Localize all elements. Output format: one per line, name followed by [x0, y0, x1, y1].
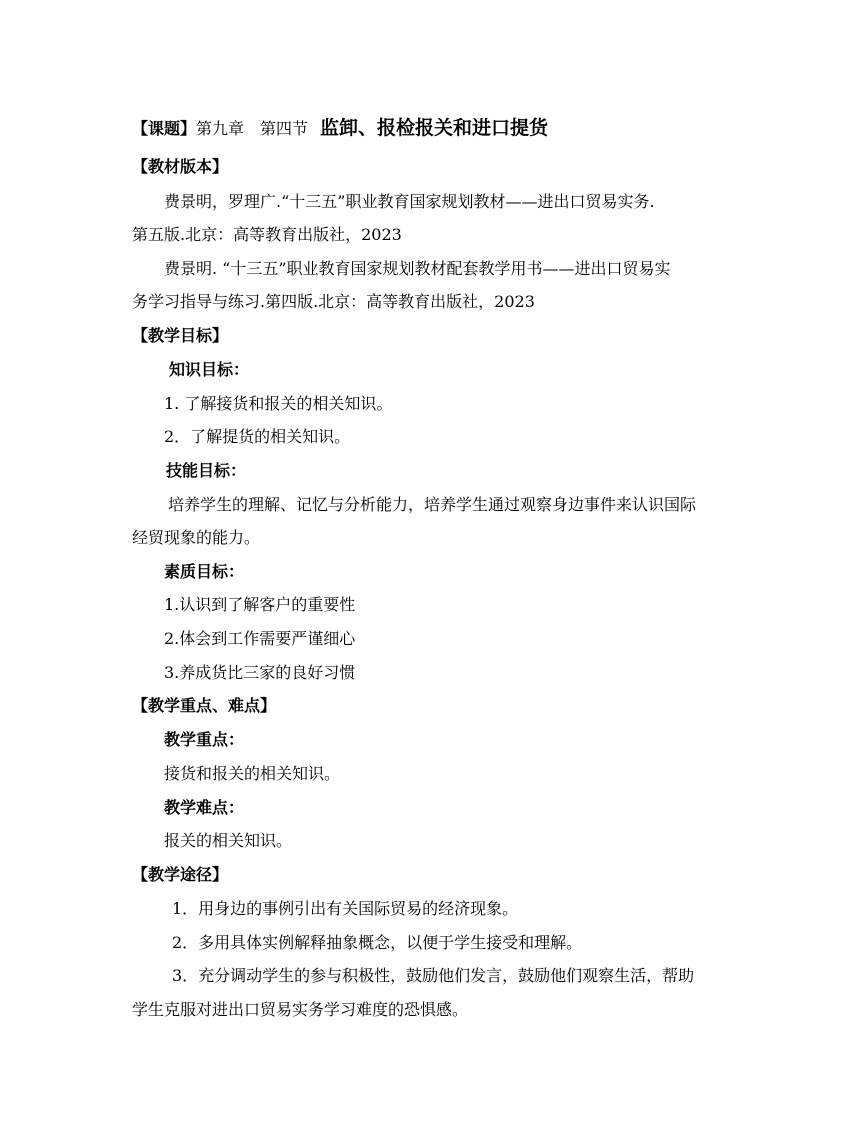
focus-text: 接货和报关的相关知识。	[164, 764, 341, 783]
textbook-ref1-line1: 费景明，罗理广.“十三五”职业教育国家规划教材——进出口贸易实务.	[164, 192, 655, 211]
quality-item-3: 3.养成货比三家的良好习惯	[164, 663, 356, 682]
knowledge-item-1: 1. 了解接货和报关的相关知识。	[164, 394, 393, 413]
quality-item-2: 2.体会到工作需要严谨细心	[164, 629, 356, 648]
title-section: 第四节	[260, 119, 309, 138]
approach-heading: 【教学途径】	[132, 865, 229, 884]
objectives-heading: 【教学目标】	[132, 326, 229, 345]
focus-heading: 教学重点：	[164, 730, 245, 749]
approach-item-3-line-2: 学生克服对进出口贸易实务学习难度的恐惧感。	[132, 1000, 469, 1019]
knowledge-item-2: 2．了解提货的相关知识。	[164, 427, 351, 446]
quality-item-1: 1.认识到了解客户的重要性	[164, 595, 356, 614]
difficulty-text: 报关的相关知识。	[164, 831, 293, 850]
textbook-ref2-line1: 费景明. “十三五”职业教育国家规划教材配套教学用书——进出口贸易实	[164, 259, 671, 278]
title-topic: 监卸、报检报关和进口提货	[320, 117, 549, 139]
knowledge-heading: 知识目标：	[169, 360, 250, 379]
skill-line-2: 经贸现象的能力。	[132, 528, 261, 547]
key-points-heading: 【教学重点、难点】	[132, 696, 277, 715]
title-chapter: 第九章	[196, 119, 245, 138]
textbook-ref2-line2: 务学习指导与练习.第四版.北京：高等教育出版社，2023	[132, 292, 535, 311]
lesson-title	[132, 118, 548, 139]
approach-item-2: 2．多用具体实例解释抽象概念，以便于学生接受和理解。	[172, 933, 583, 952]
skill-heading: 技能目标：	[166, 461, 247, 480]
textbook-ref1-line2: 第五版.北京：高等教育出版社，2023	[132, 225, 402, 244]
approach-item-3-line-1: 3．充分调动学生的参与积极性，鼓励他们发言，鼓励他们观察生活，帮助	[172, 966, 695, 985]
quality-heading: 素质目标：	[164, 562, 245, 581]
title-label: 【课题】	[132, 119, 197, 138]
skill-line-1: 培养学生的理解、记忆与分析能力，培养学生通过观察身边事件来认识国际	[168, 495, 697, 514]
approach-item-1: 1．用身边的事例引出有关国际贸易的经济现象。	[172, 899, 519, 918]
difficulty-heading: 教学难点：	[164, 798, 245, 817]
textbook-heading: 【教材版本】	[132, 157, 229, 176]
